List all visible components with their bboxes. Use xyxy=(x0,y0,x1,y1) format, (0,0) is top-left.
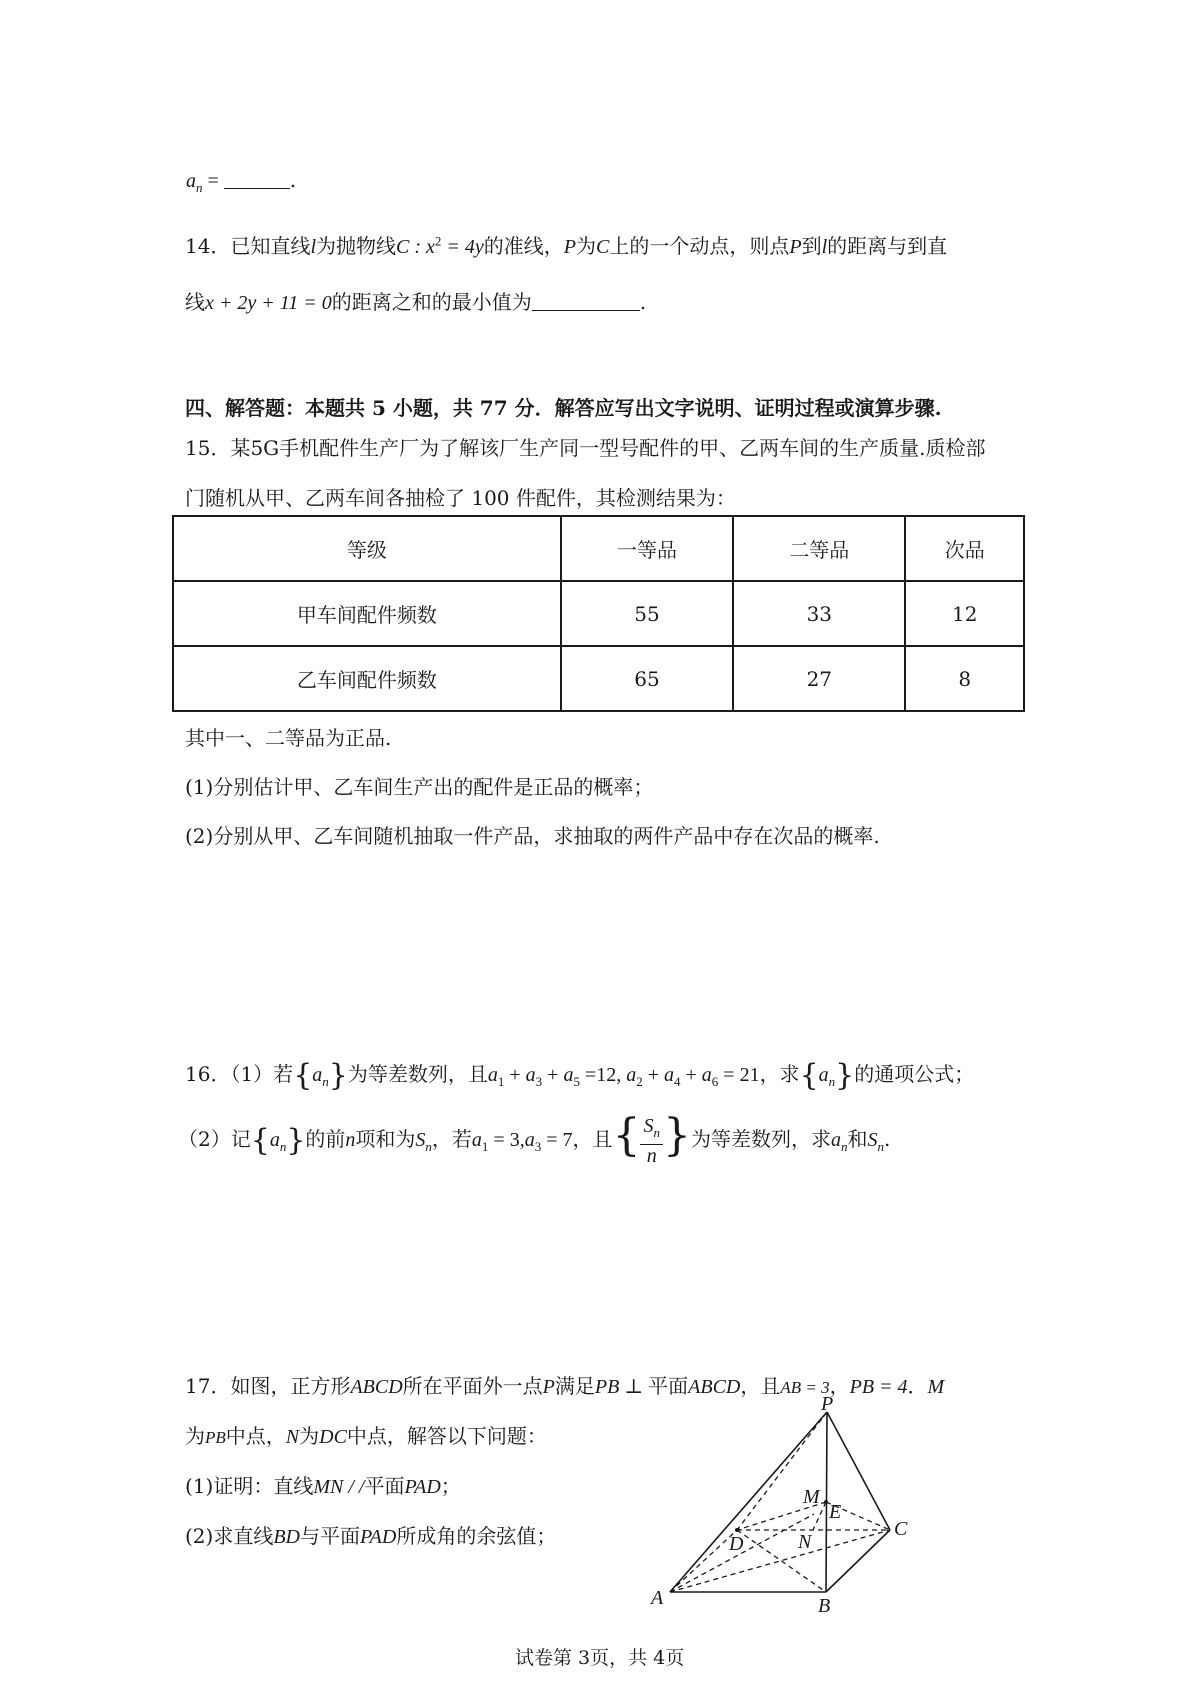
table-cell: 12 xyxy=(905,581,1024,646)
segment-AE xyxy=(670,1514,814,1592)
edge-PA xyxy=(670,1412,827,1592)
q15-part1: (1)分别估计甲、乙车间生产出的配件是正品的概率； xyxy=(185,775,654,799)
page-footer: 试卷第 3页，共 4页 xyxy=(515,1647,685,1669)
q16-part1: 16．（1）若$\{a_n\}$为等差数列，且$a_1 + a_3 + a_5 =12$, $a_2 + a_4 + a_6 = 21$，求$\{a_n\}$的通项公式； xyxy=(185,1058,975,1093)
section-heading: 四、解答题：本题共 5 小题，共 77 分．解答应写出文字说明、证明过程或演算步骤. xyxy=(185,396,942,420)
label-M: M xyxy=(803,1486,820,1508)
q17-line2: 为PB中点，N为DC中点，解答以下问题： xyxy=(185,1424,547,1448)
edge-PB xyxy=(826,1412,827,1592)
q15-note: 其中一、二等品为正品. xyxy=(185,726,392,750)
edge-BC xyxy=(826,1530,890,1592)
table-row xyxy=(173,646,1024,711)
q16-part2: （2）记$\{a_n\}$的前n项和为$S_n$，若$a_1 = 3,a_3 = 7$，且{ $\frac{S_n}{n}$ }为等差数列，求$a_n$和$S_n$. xyxy=(178,1110,891,1167)
table-header-row xyxy=(173,516,1024,581)
q13-answer-line: $a_n$ = . xyxy=(186,168,297,195)
segment-AC xyxy=(670,1530,890,1592)
label-N: N xyxy=(798,1531,812,1553)
label-A: A xyxy=(651,1587,664,1609)
point-M xyxy=(824,1500,828,1504)
edge-AD xyxy=(670,1530,737,1592)
segment-BD xyxy=(737,1530,826,1592)
label-E: E xyxy=(829,1501,842,1523)
table-cell: 乙车间配件频数 xyxy=(173,646,561,711)
fraction: $\frac{S_n}{n}$ xyxy=(640,1114,663,1167)
table-row xyxy=(173,581,1024,646)
q15-line1: 15．某5G手机配件生产厂为了解该厂生产同一型号配件的甲、乙两车间的生产质量.质检部 xyxy=(185,436,986,460)
label-D: D xyxy=(729,1533,744,1555)
table-cell: 甲车间配件频数 xyxy=(173,581,561,646)
table-header-cell: 次品 xyxy=(905,516,1024,581)
answer-blank xyxy=(532,292,640,311)
answer-blank xyxy=(224,170,290,189)
point-D xyxy=(735,1528,739,1532)
results-table xyxy=(172,515,1025,712)
table-header-cell: 等级 xyxy=(173,516,561,581)
label-C: C xyxy=(894,1518,908,1540)
q14-line2: 线x + 2y + 11 = 0的距离之和的最小值为 . xyxy=(185,290,647,314)
label-P: P xyxy=(821,1393,834,1415)
q17-part1: (1)证明：直线MN / /平面PAD； xyxy=(185,1474,461,1498)
table-cell: 33 xyxy=(733,581,905,646)
edge-PC xyxy=(827,1412,890,1530)
label-B: B xyxy=(818,1595,831,1617)
q17-part2: (2)求直线BD与平面PAD所成角的余弦值； xyxy=(185,1524,557,1548)
table-cell: 27 xyxy=(733,646,905,711)
q17-line1: 17．如图，正方形ABCD所在平面外一点P满足PB ⊥ 平面ABCD，且AB = 3，PB = 4．M xyxy=(185,1374,945,1398)
segment-MN xyxy=(813,1502,826,1530)
q15-part2: (2)分别从甲、乙车间随机抽取一件产品，求抽取的两件产品中存在次品的概率. xyxy=(185,824,880,848)
table-cell: 55 xyxy=(561,581,733,646)
edge-PD xyxy=(737,1412,827,1530)
table-cell: 65 xyxy=(561,646,733,711)
segment-MC xyxy=(826,1502,890,1530)
q14-line1: 14．已知直线l为抛物线C : $x^2 = 4y$的准线，P为C上的一个动点，则点P到l的距离与到直 xyxy=(185,233,948,258)
q15-line2: 门随机从甲、乙两车间各抽检了 100 件配件，其检测结果为： xyxy=(185,486,736,510)
segment-MD xyxy=(737,1502,826,1530)
table-header-cell: 一等品 xyxy=(561,516,733,581)
table-header-cell: 二等品 xyxy=(733,516,905,581)
table-cell: 8 xyxy=(905,646,1024,711)
